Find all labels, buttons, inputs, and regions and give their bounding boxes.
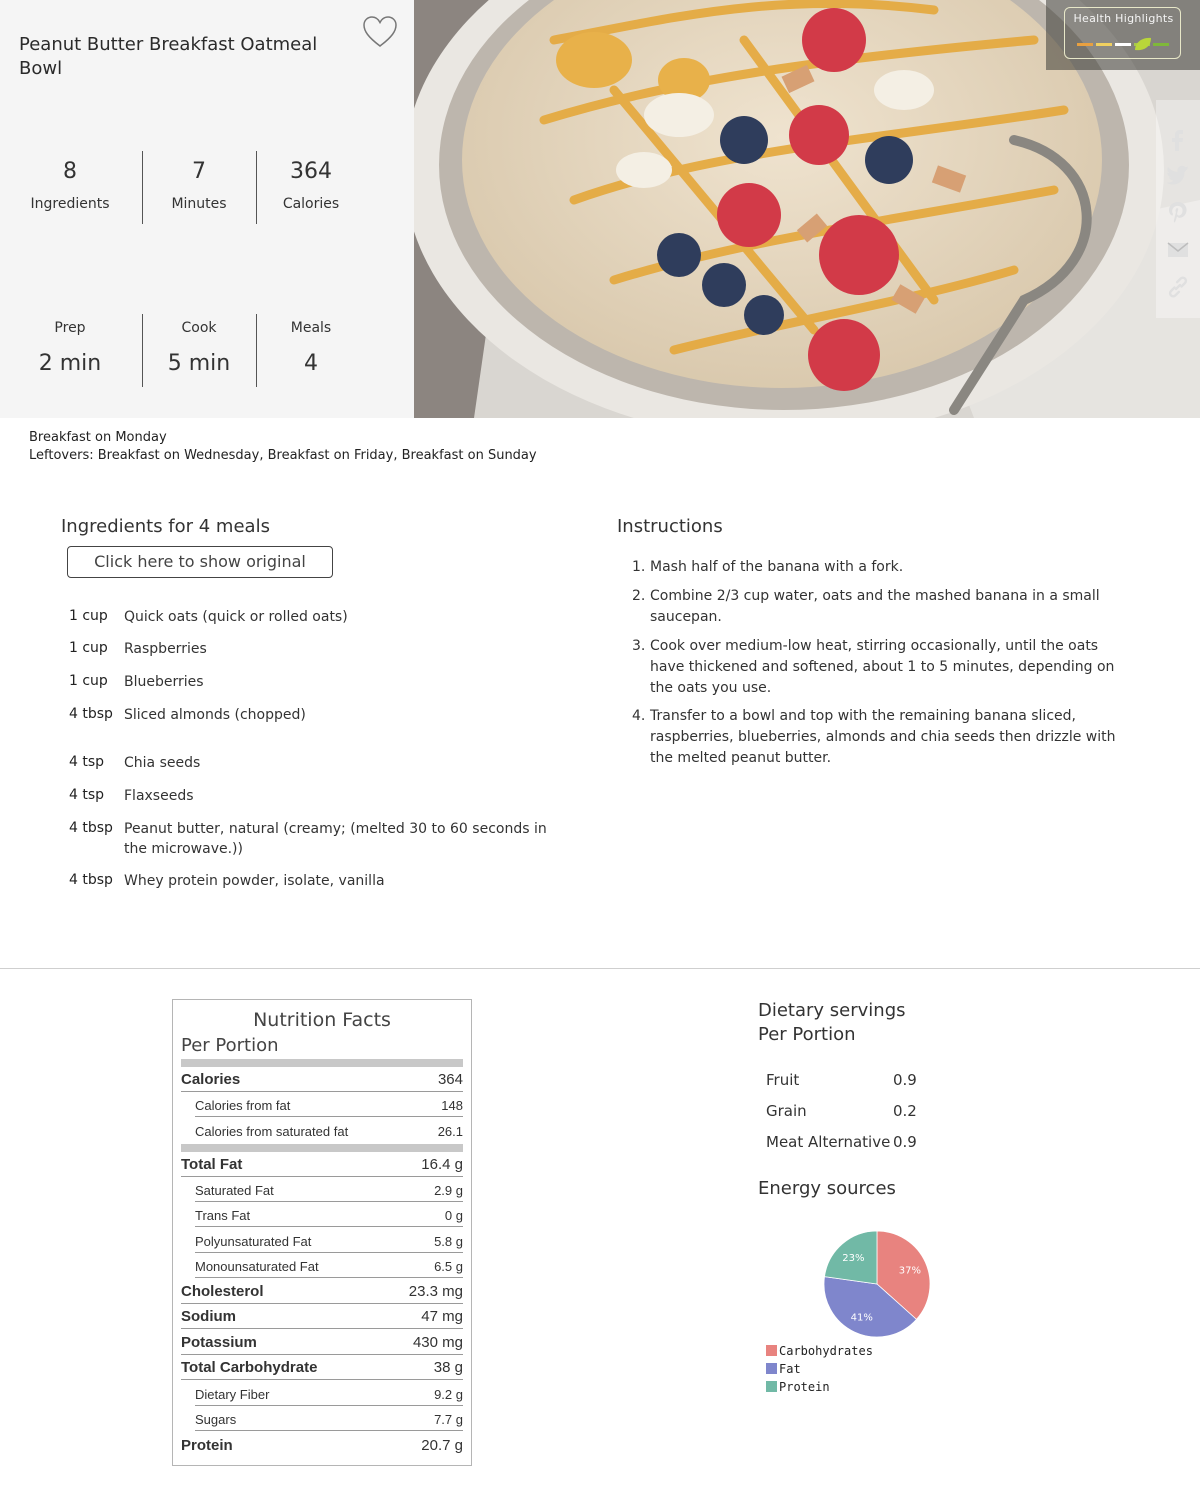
ingredient-name: Chia seeds: [124, 755, 201, 771]
ingredient-name: Whey protein powder, isolate, vanilla: [124, 873, 385, 889]
ingredient-name: Quick oats (quick or rolled oats): [124, 609, 348, 625]
ingredient-quantity: 4 tbsp: [69, 706, 113, 722]
ingredient-name: Raspberries: [124, 641, 207, 657]
recipe-title: Peanut Butter Breakfast Oatmeal Bowl: [19, 34, 318, 79]
stat-meals: [261, 318, 361, 378]
nutrition-value: 26.1: [437, 1124, 463, 1139]
schedule-line: Breakfast on Monday: [29, 430, 167, 445]
nutrition-label: Cholesterol: [181, 1283, 264, 1300]
nutrition-label: Total Fat: [181, 1156, 243, 1173]
nutrition-facts-title: Nutrition Facts: [253, 1009, 391, 1031]
energy-legend: [766, 1343, 873, 1397]
nutrition-value: 23.3 mg: [408, 1283, 463, 1300]
stat-minutes: [149, 158, 249, 214]
recipe-summary-panel: [0, 0, 414, 418]
stat-cook: [149, 318, 249, 378]
nutrition-facts-subtitle: Per Portion: [181, 1035, 279, 1056]
nutrition-label: Protein: [181, 1437, 233, 1454]
nutrition-row-potassium: [181, 1330, 463, 1355]
legend-item-fat: [766, 1361, 873, 1379]
nutrition-row-sodium: [181, 1304, 463, 1329]
nutrition-separator: [181, 1059, 463, 1067]
ingredient-quantity: 4 tbsp: [69, 820, 113, 836]
stat-ingredients-value: 8: [63, 159, 77, 184]
stat-divider: [142, 151, 143, 224]
stat-prep-value: 2 min: [38, 351, 102, 376]
ingredient-quantity: 4 tsp: [69, 787, 105, 803]
dietary-servings-title: [758, 999, 906, 1047]
dietary-value: 0.2: [893, 1102, 917, 1120]
recipe-header: [0, 0, 1200, 418]
stat-calories-value: 364: [290, 159, 332, 184]
pie-label-carbohydrates: 37%: [898, 1265, 922, 1277]
nutrition-value: 364: [437, 1071, 463, 1088]
dietary-value: 0.9: [893, 1133, 917, 1151]
step-text: Mash half of the banana with a fork.: [650, 559, 904, 575]
nutrition-row-monounsaturated-fat: [195, 1253, 463, 1278]
nutrition-value: 47 mg: [421, 1308, 463, 1325]
schedule-leftovers-line: Leftovers: Breakfast on Wednesday, Breakfast on Friday, Breakfast on Sunday: [29, 448, 537, 463]
dietary-label: Meat Alternative: [766, 1133, 891, 1151]
heart-icon[interactable]: [362, 15, 398, 49]
stat-cook-value: 5 min: [167, 351, 231, 376]
stat-prep: [20, 318, 120, 378]
ingredient-name: Peanut butter, natural (creamy; (melted 30 to 60 seconds in the microwave.)): [124, 821, 547, 857]
ingredient-quantity: 1 cup: [69, 640, 108, 656]
stat-meals-label: Meals: [290, 320, 332, 336]
link-icon[interactable]: [1166, 275, 1190, 299]
nutrition-facts-panel: [172, 999, 472, 1466]
stat-prep-label: Prep: [54, 320, 86, 336]
ingredient-name: Blueberries: [124, 674, 204, 690]
nutrition-value: 7.7 g: [434, 1412, 463, 1427]
ingredient-quantity: 4 tbsp: [69, 872, 113, 888]
nutrition-value: 20.7 g: [421, 1437, 463, 1454]
nutrition-value: 9.2 g: [434, 1387, 463, 1402]
ingredient-name: Sliced almonds (chopped): [124, 707, 306, 723]
energy-sources-title: Energy sources: [758, 1178, 896, 1199]
stat-calories: [261, 158, 361, 214]
ingredient-quantity: 1 cup: [69, 608, 108, 624]
nutrition-row-cholesterol: [181, 1279, 463, 1304]
email-icon[interactable]: [1166, 238, 1190, 262]
nutrition-row-sugars: [195, 1406, 463, 1431]
nutrition-label: Saturated Fat: [195, 1183, 274, 1198]
nutrition-row-total-fat: [181, 1152, 463, 1177]
section-divider: [0, 968, 1200, 969]
stat-divider: [256, 151, 257, 224]
dietary-label: Fruit: [766, 1071, 800, 1089]
nutrition-label: Sodium: [181, 1308, 236, 1325]
stat-meals-value: 4: [304, 351, 318, 376]
ingredients-title: Ingredients for 4 meals: [61, 516, 270, 537]
stat-ingredients-label: Ingredients: [30, 196, 110, 212]
nutrition-label: Dietary Fiber: [195, 1387, 270, 1402]
dietary-value: 0.9: [893, 1071, 917, 1089]
nutrition-value: 430 mg: [412, 1334, 463, 1351]
ingredient-name: Flaxseeds: [124, 788, 194, 804]
nutrition-value: 5.8 g: [434, 1234, 463, 1249]
nutrition-value: 16.4 g: [421, 1156, 463, 1173]
nutrition-label: Potassium: [181, 1334, 257, 1351]
energy-pie-chart: [822, 1229, 932, 1339]
show-original-button[interactable]: Click here to show original: [67, 546, 333, 578]
step-number: 4.: [632, 708, 646, 724]
nutrition-label: Total Carbohydrate: [181, 1359, 318, 1376]
health-highlights-button[interactable]: [1064, 7, 1181, 59]
nutrition-label: Calories from saturated fat: [195, 1124, 349, 1139]
dietary-label: Grain: [766, 1102, 807, 1120]
dietary-row: [766, 1071, 966, 1089]
nutrition-value: 148: [441, 1098, 463, 1113]
twitter-icon[interactable]: [1166, 163, 1190, 187]
dietary-row: [766, 1102, 966, 1120]
nutrition-value: 38 g: [433, 1359, 463, 1376]
nutrition-row-calories-from-fat: [195, 1092, 463, 1117]
step-number: 1.: [632, 559, 646, 575]
pie-label-protein: 23%: [842, 1252, 865, 1264]
nutrition-label: Monounsaturated Fat: [195, 1259, 319, 1274]
health-highlights-label: Health Highlights: [1073, 12, 1174, 25]
step-text: Cook over medium-low heat, stirring occasionally, until the oats have thickened and softened, about 1 to 5 minutes, depending on the oats you use.: [650, 638, 1115, 696]
legend-item-protein: [766, 1379, 873, 1397]
legend-swatch: [766, 1363, 777, 1374]
nutrition-row-calories-from-saturated-fat: [195, 1117, 463, 1142]
nutrition-row-calories: [181, 1067, 463, 1092]
ingredient-quantity: 1 cup: [69, 673, 108, 689]
nutrition-value: 0 g: [444, 1208, 463, 1223]
step-text: Combine 2/3 cup water, oats and the mashed banana in a small saucepan.: [650, 588, 1100, 625]
pie-label-fat: 41%: [850, 1312, 873, 1324]
nutrition-separator: [181, 1144, 463, 1152]
legend-swatch: [766, 1381, 777, 1392]
stat-cook-label: Cook: [181, 320, 217, 336]
stat-calories-label: Calories: [282, 196, 340, 212]
meal-schedule: [29, 429, 537, 465]
nutrition-row-trans-fat: [195, 1202, 463, 1227]
pinterest-icon[interactable]: [1166, 200, 1190, 224]
share-bar: [1156, 100, 1200, 318]
stat-divider: [256, 314, 257, 387]
dietary-subtitle-line: Per Portion: [758, 1024, 856, 1045]
ingredient-quantity: 4 tsp: [69, 754, 105, 770]
nutrition-label: Trans Fat: [195, 1208, 251, 1223]
nutrition-label: Calories: [181, 1071, 241, 1088]
health-meter-icon: [1075, 36, 1173, 54]
dietary-title-line: Dietary servings: [758, 1000, 906, 1021]
stat-minutes-label: Minutes: [171, 196, 227, 212]
stat-divider: [142, 314, 143, 387]
facebook-icon[interactable]: [1166, 127, 1190, 151]
step-number: 2.: [632, 588, 646, 604]
nutrition-row-polyunsaturated-fat: [195, 1228, 463, 1253]
nutrition-label: Sugars: [195, 1412, 237, 1427]
legend-label: Carbohydrates: [779, 1344, 873, 1358]
step-text: Transfer to a bowl and top with the remaining banana sliced, raspberries, blueberries, almonds and chia seeds then drizzle with the melted peanut butter.: [650, 708, 1116, 766]
health-highlights-panel: [1046, 0, 1200, 70]
instructions-title: Instructions: [617, 516, 723, 537]
nutrition-row-total-carbohydrate: [181, 1355, 463, 1380]
nutrition-label: Polyunsaturated Fat: [195, 1234, 312, 1249]
legend-swatch: [766, 1345, 777, 1356]
nutrition-value: 2.9 g: [434, 1183, 463, 1198]
dietary-row: [766, 1133, 966, 1151]
nutrition-row-protein: [181, 1432, 463, 1457]
step-number: 3.: [632, 638, 646, 654]
stat-ingredients: [20, 158, 120, 214]
stat-minutes-value: 7: [192, 159, 206, 184]
nutrition-row-dietary-fiber: [195, 1381, 463, 1406]
nutrition-row-saturated-fat: [195, 1177, 463, 1202]
legend-label: Protein: [779, 1380, 830, 1394]
legend-item-carbohydrates: [766, 1343, 873, 1361]
legend-label: Fat: [779, 1362, 801, 1376]
nutrition-value: 6.5 g: [434, 1259, 463, 1274]
nutrition-label: Calories from fat: [195, 1098, 291, 1113]
